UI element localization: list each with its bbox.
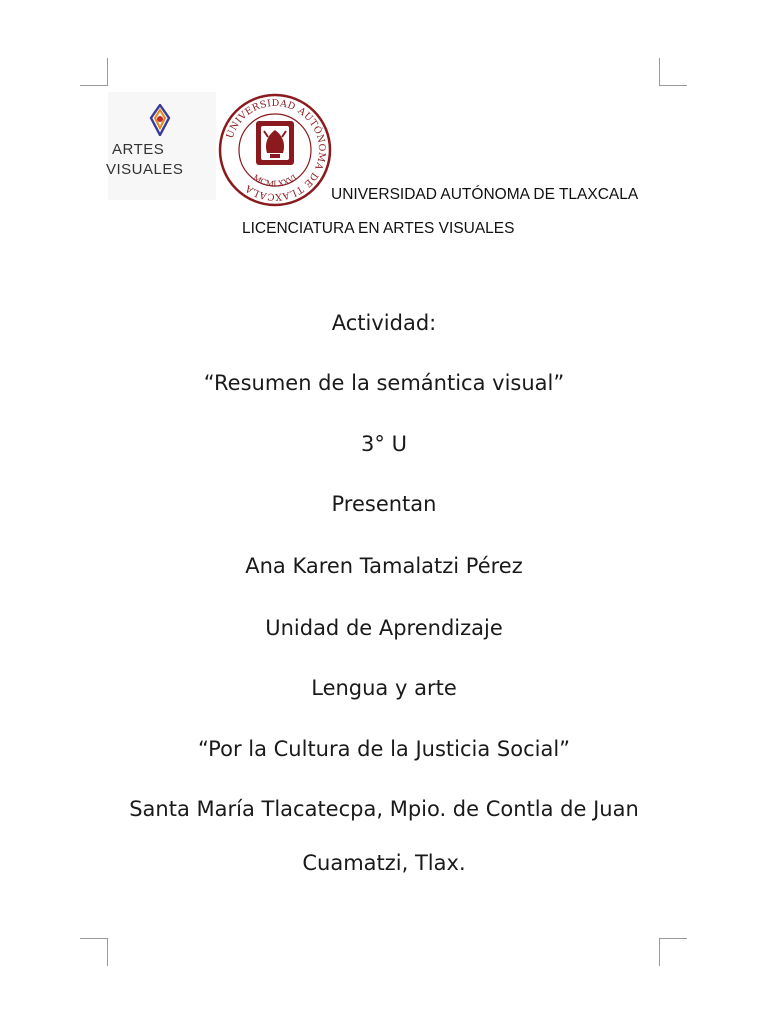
unit-label: Unidad de Aprendizaje <box>265 616 503 640</box>
presenter-name: Ana Karen Tamalatzi Pérez <box>245 554 523 578</box>
artes-visuales-emblem-icon <box>148 104 172 136</box>
university-name: UNIVERSIDAD AUTÓNOMA DE TLAXCALA <box>331 186 639 203</box>
location-line-1: Santa María Tlacatecpa, Mpio. de Contla de Juan <box>129 797 639 821</box>
group-label: 3° U <box>361 432 407 456</box>
activity-title: “Resumen de la semántica visual” <box>203 371 565 395</box>
artes-visuales-logo <box>108 92 216 200</box>
unit-name: Lengua y arte <box>311 676 457 700</box>
presenter-label: Presentan <box>331 492 437 516</box>
artes-logo-line2: VISUALES <box>106 161 184 178</box>
program-name: LICENCIATURA EN ARTES VISUALES <box>242 220 515 237</box>
seal-ring-text: UNIVERSIDAD AUTÓNOMA DE TLAXCALA <box>224 97 328 203</box>
university-seal-icon <box>218 93 332 207</box>
artes-logo-line1: ARTES <box>112 141 165 158</box>
motto: “Por la Cultura de la Justicia Social” <box>197 737 571 761</box>
location-line-2: Cuamatzi, Tlax. <box>302 851 466 875</box>
activity-label: Actividad: <box>331 311 437 335</box>
seal-roman-year: MCMLXXVI <box>251 173 299 189</box>
